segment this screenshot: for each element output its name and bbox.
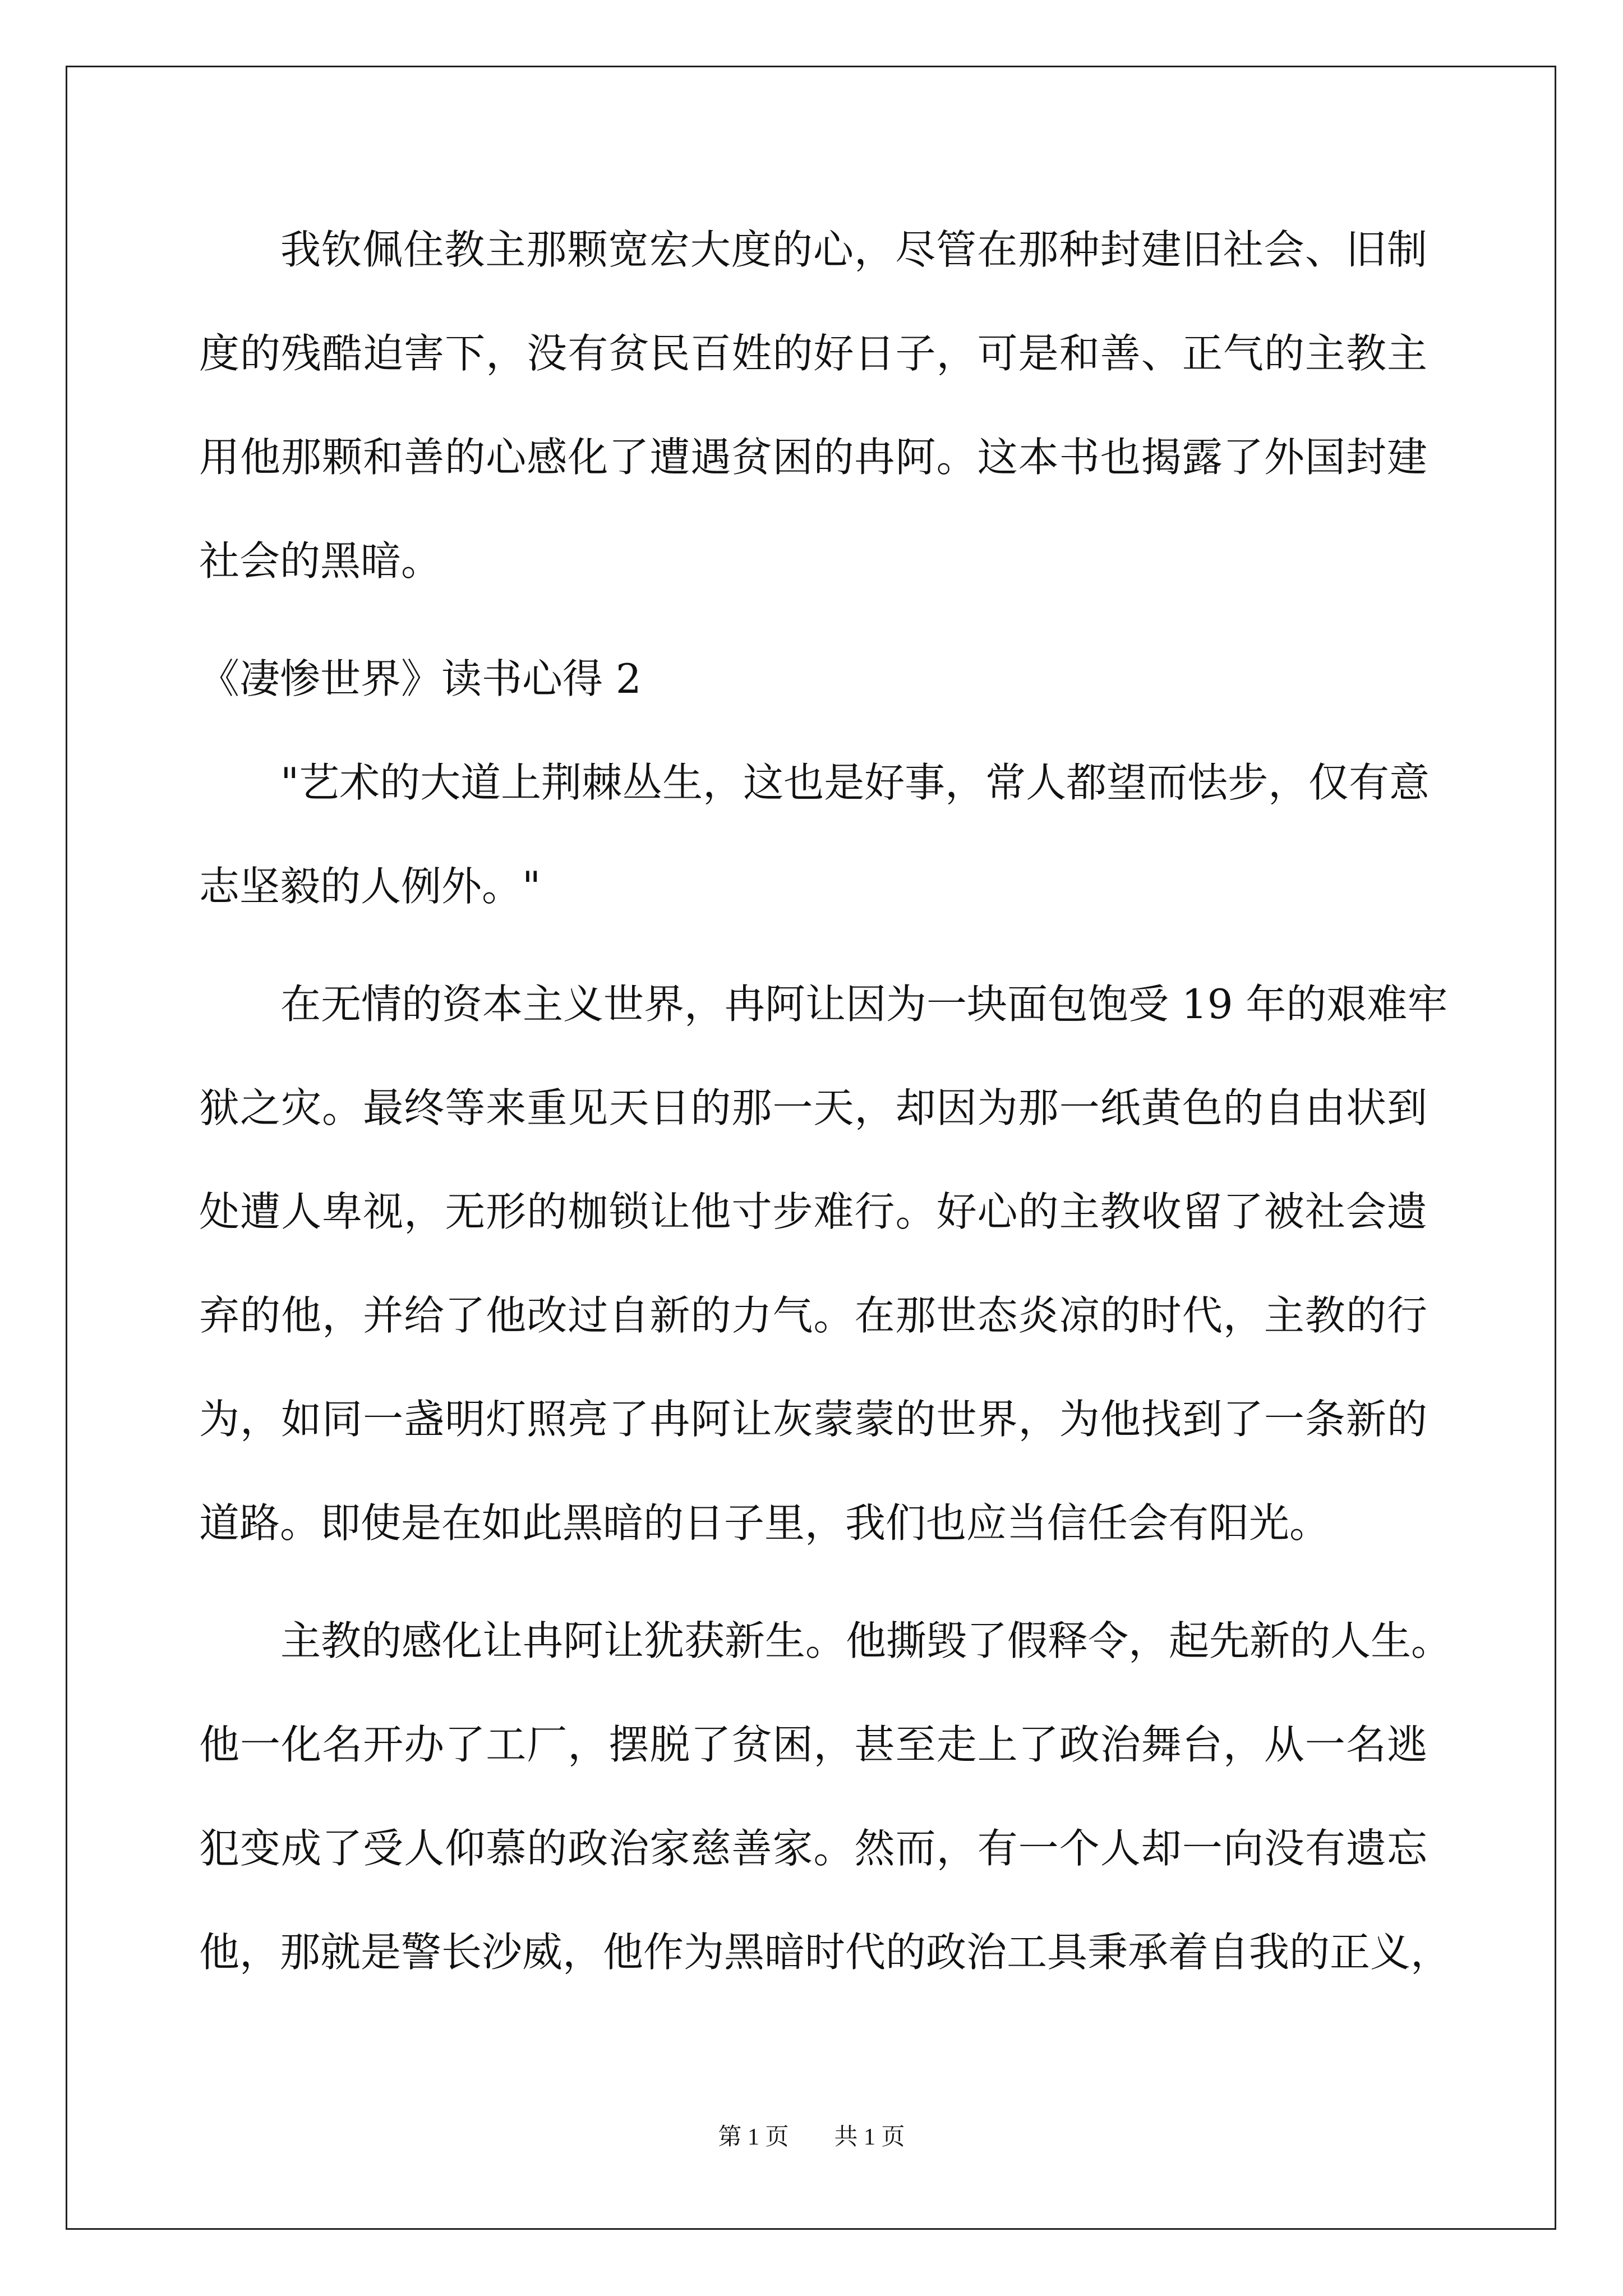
paragraph-4-line-3: 犯变成了受人仰慕的政治家慈善家。然而，有一个人却一向没有遗忘 bbox=[199, 1825, 1427, 1872]
paragraph-4-line-2: 他一化名开办了工厂，摆脱了贫困，甚至走上了政治舞台，从一名逃 bbox=[199, 1721, 1427, 1768]
paragraph-1-line-4: 社会的黑暗。 bbox=[199, 537, 442, 585]
paragraph-3-line-3: 处遭人卑视，无形的枷锁让他寸步难行。好心的主教收留了被社会遗 bbox=[199, 1188, 1427, 1235]
paragraph-4-line-1: 主教的感化让冉阿让犹获新生。他撕毁了假释令，起先新的人生。 bbox=[280, 1617, 1452, 1664]
page-number-label: 第 1 页 bbox=[718, 2124, 789, 2150]
paragraph-2-line-2: 志坚毅的人例外。" bbox=[199, 863, 541, 910]
paragraph-3-line-6: 道路。即使是在如此黑暗的日子里，我们也应当信任会有阳光。 bbox=[199, 1499, 1330, 1547]
paragraph-2-line-1: "艺术的大道上荆棘丛生，这也是好事，常人都望而怯步，仅有意 bbox=[280, 759, 1430, 806]
paragraph-3-line-5: 为，如同一盏明灯照亮了冉阿让灰蒙蒙的世界，为他找到了一条新的 bbox=[199, 1396, 1427, 1443]
paragraph-3-line-4: 弃的他，并给了他改过自新的力气。在那世态炎凉的时代，主教的行 bbox=[199, 1292, 1427, 1339]
page-footer bbox=[0, 2123, 1623, 2151]
paragraph-1-line-1: 我钦佩住教主那颗宽宏大度的心，尽管在那种封建旧社会、旧制 bbox=[280, 226, 1427, 273]
page-border bbox=[66, 66, 1556, 2230]
paragraph-1-line-3: 用他那颗和善的心感化了遭遇贫困的冉阿。这本书也揭露了外国封建 bbox=[199, 434, 1427, 481]
section-heading: 《凄惨世界》读书心得 2 bbox=[199, 655, 642, 702]
paragraph-3-line-1: 在无情的资本主义世界，冉阿让因为一块面包饱受 19 年的艰难牢 bbox=[280, 981, 1448, 1028]
paragraph-3-line-2: 狱之灾。最终等来重见天日的那一天，却因为那一纸黄色的自由状到 bbox=[199, 1084, 1427, 1131]
page-total-label: 共 1 页 bbox=[834, 2124, 905, 2150]
paragraph-1-line-2: 度的残酷迫害下，没有贫民百姓的好日子，可是和善、正气的主教主 bbox=[199, 330, 1427, 377]
paragraph-4-line-4: 他，那就是警长沙威，他作为黑暗时代的政治工具秉承着自我的正义， bbox=[199, 1929, 1451, 1976]
